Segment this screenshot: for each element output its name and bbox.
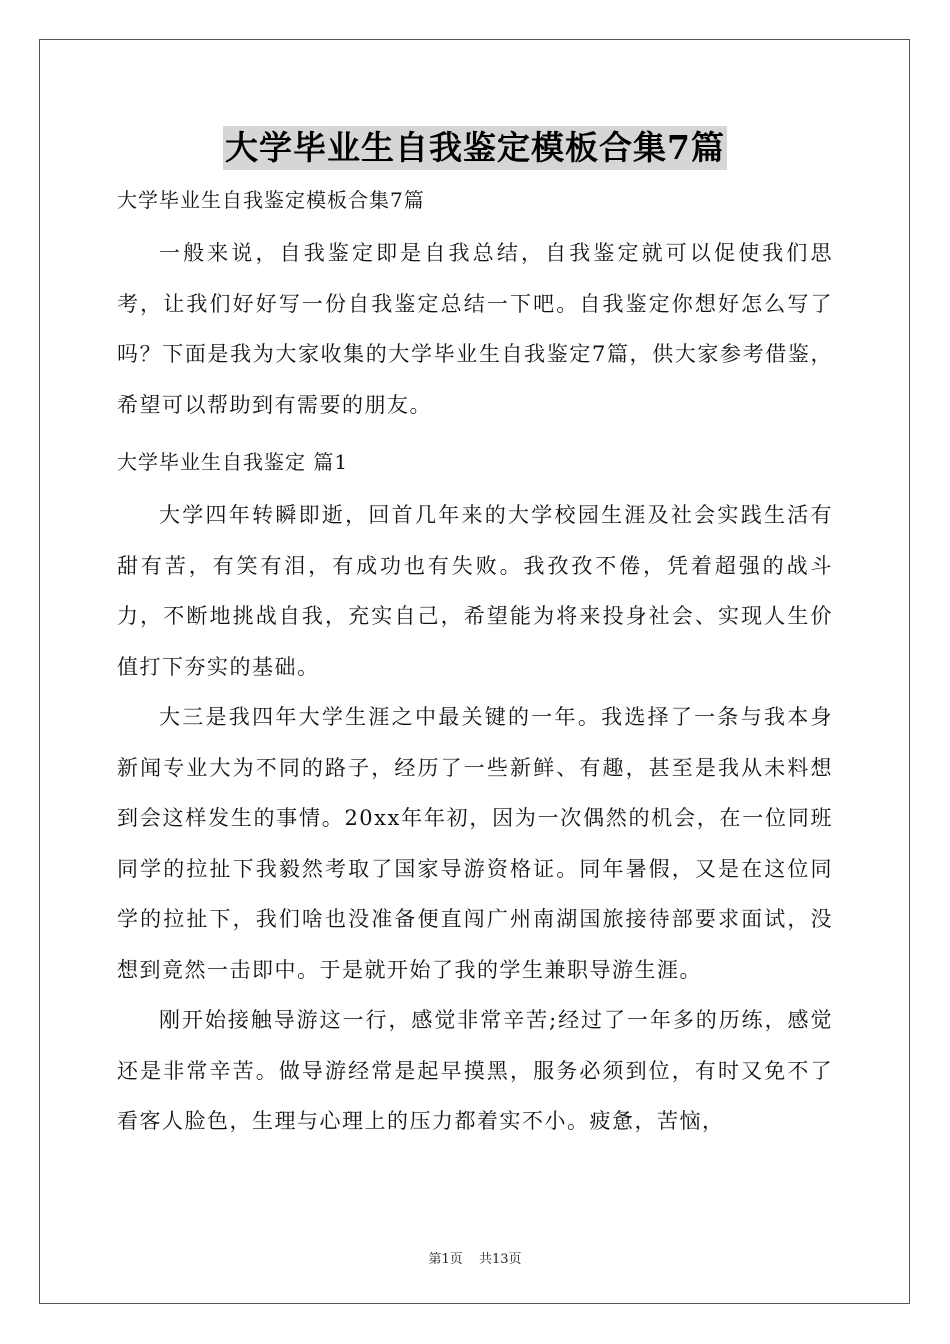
page-footer bbox=[0, 1248, 950, 1267]
body-paragraph-3: 刚开始接触导游这一行，感觉非常辛苦;经过了一年多的历练，感觉还是非常辛苦。做导游经常是起早摸黑，服务必须到位，有时又免不了看客人脸色，生理与心理上的压力都着实不小。疲惫，苦恼， bbox=[117, 1008, 833, 1133]
body-paragraph-1: 大学四年转瞬即逝，回首几年来的大学校园生涯及社会实践生活有甜有苦，有笑有泪，有成功也有失败。我孜孜不倦，凭着超强的战斗力，不断地挑战自我，充实自己，希望能为将来投身社会、实现人生价值打下夯实的基础。 bbox=[117, 503, 833, 679]
page-number: 第1页 bbox=[428, 1252, 463, 1267]
page-total: 共13页 bbox=[478, 1252, 522, 1267]
subtitle-line: 大学毕业生自我鉴定模板合集7篇 bbox=[117, 188, 425, 212]
title-container bbox=[0, 126, 950, 170]
section-heading: 大学毕业生自我鉴定 篇1 bbox=[117, 450, 349, 474]
intro-paragraph: 一般来说，自我鉴定即是自我总结，自我鉴定就可以促使我们思考，让我们好好写一份自我鉴定总结一下吧。自我鉴定你想好怎么写了吗？下面是我为大家收集的大学毕业生自我鉴定7篇，供大家参考借鉴，希望可以帮助到有需要的朋友。 bbox=[117, 241, 833, 417]
document-body bbox=[117, 182, 833, 1147]
body-paragraph-2: 大三是我四年大学生涯之中最关键的一年。我选择了一条与我本身新闻专业大为不同的路子，经历了一些新鲜、有趣，甚至是我从未料想到会这样发生的事情。20xx年年初，因为一次偶然的机会，在一位同班同学的拉扯下我毅然考取了国家导游资格证。同年暑假，又是在这位同学的拉扯下，我们啥也没准备便直闯广州南湖国旅接待部要求面试，没想到竟然一击即中。于是就开始了我的学生兼职导游生涯。 bbox=[117, 705, 833, 982]
document-title: 大学毕业生自我鉴定模板合集7篇 bbox=[223, 126, 727, 170]
